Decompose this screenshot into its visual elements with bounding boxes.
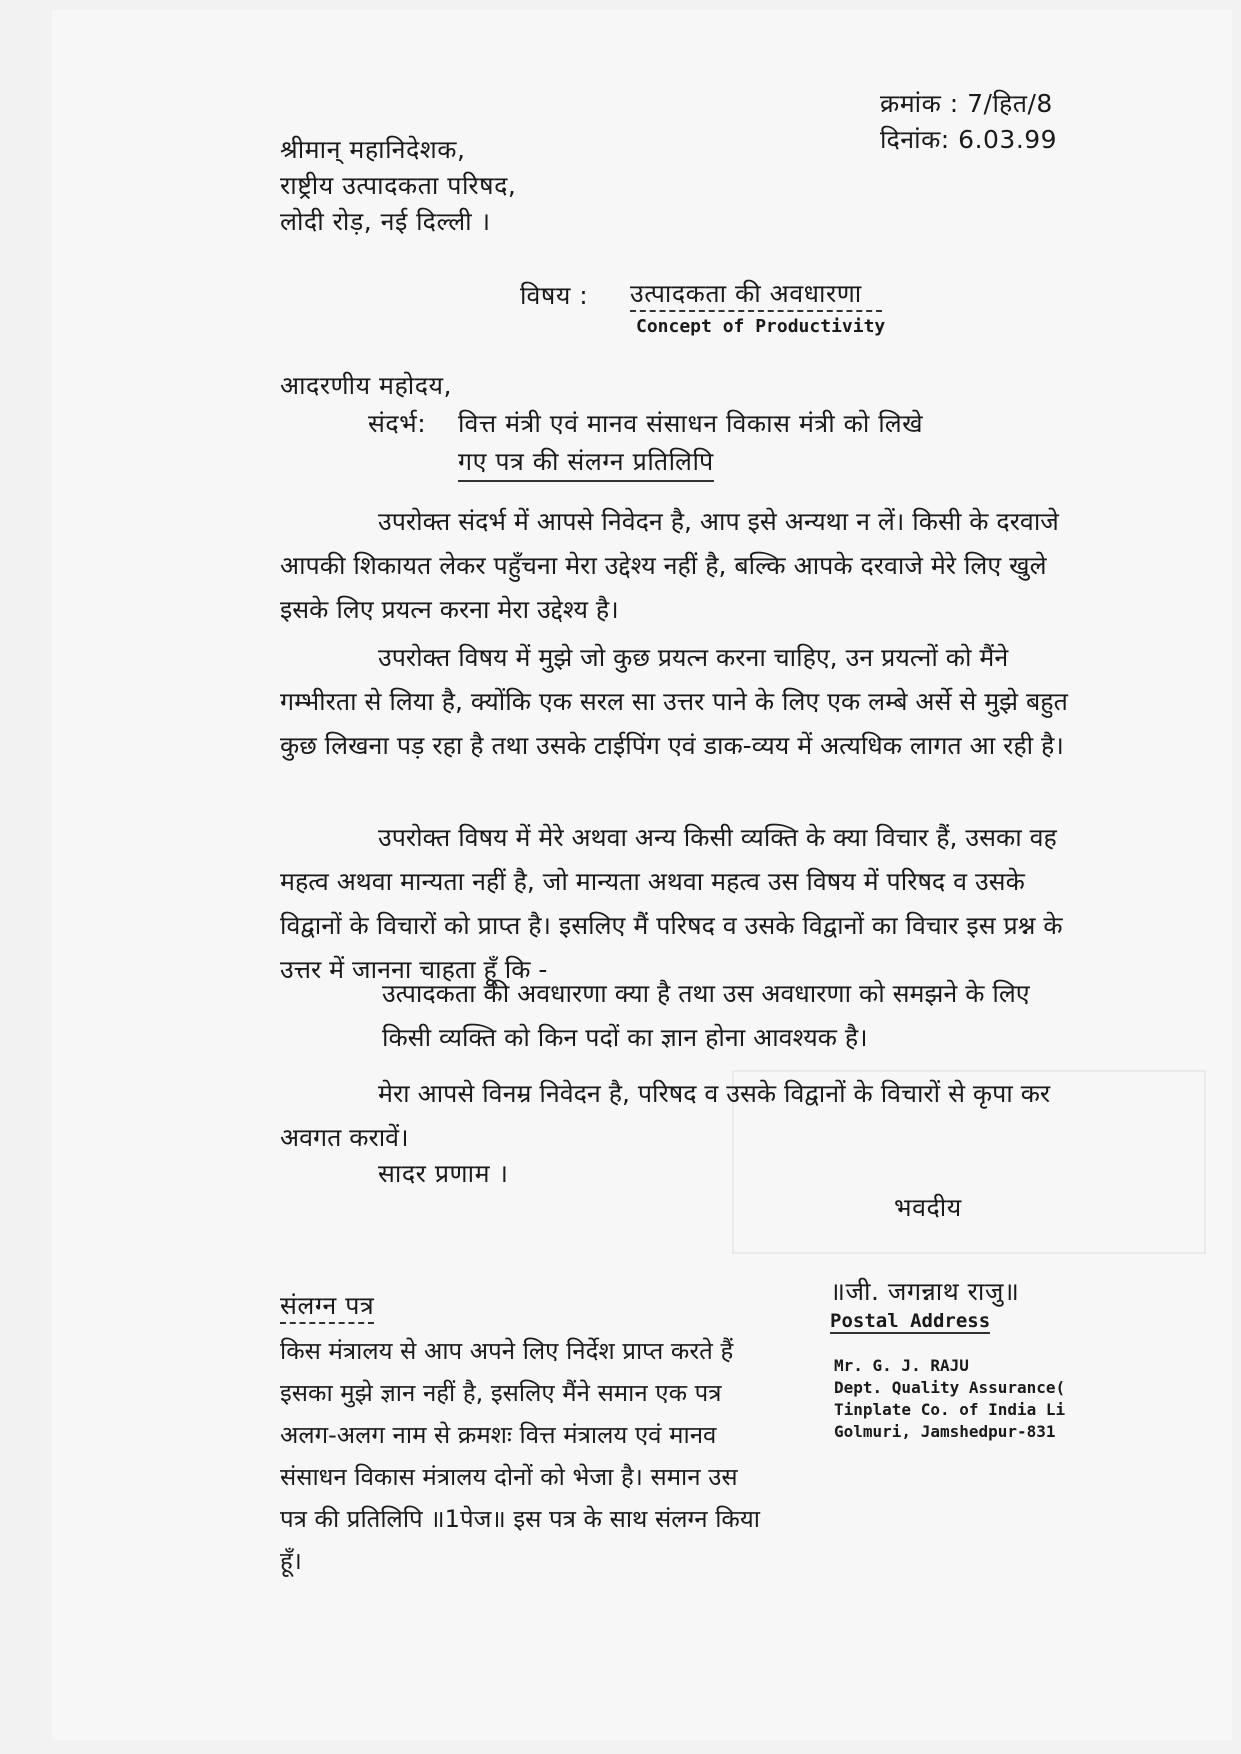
subject-label: विषय : — [520, 281, 589, 310]
letter-date: दिनांक: 6.03.99 — [880, 125, 1058, 154]
subject-hindi: उत्पादकता की अवधारणा — [630, 276, 882, 312]
addressee-line-1: श्रीमान् महानिदेशक, — [280, 135, 466, 164]
body-paragraph-1: उपरोक्त संदर्भ में आपसे निवेदन है, आप इसे अन्यथा न लें। किसी के दरवाजे आपकी शिकायत लेकर पहुँचना मेरा उद्देश्य नहीं है, बल्कि आपके दरवाजे मेरे लिए खुले इसके लिए प्रयत्न करना मेरा उद्देश्य है। — [280, 507, 1059, 624]
postal-address-heading: Postal Address — [830, 1310, 991, 1332]
signature-name: ॥जी. जगन्नाथ राजु॥ — [830, 1277, 1020, 1306]
postal-line-3: Tinplate Co. of India Li — [834, 1400, 1066, 1419]
subject-english: Concept of Productivity — [636, 316, 886, 337]
postal-line-1: Mr. G. J. RAJU — [834, 1356, 969, 1375]
closing: भवदीय — [894, 1193, 962, 1222]
salutation: आदरणीय महोदय, — [280, 371, 452, 400]
body-paragraph-3: उपरोक्त विषय में मेरे अथवा अन्य किसी व्यक्ति के क्या विचार हैं, उसका वह महत्व अथवा मान्यता नहीं है, जो मान्यता अथवा महत्व उस विषय में परिषद व उसके विद्वानों के विचारों को प्राप्त है। इसलिए मैं परिषद व उसके विद्वानों का विचार इस प्रश्न के उत्तर में जानना चाहता हूँ कि - — [280, 823, 1063, 984]
enclosure-text: किस मंत्रालय से आप अपने लिए निर्देश प्राप्त करते हैं इसका मुझे ज्ञान नहीं है, इसलिए मैंने समान एक पत्र अलग-अलग नाम से क्रमशः वित्त मंत्रालय एवं मानव संसाधन विकास मंत्रालय दोनों को भेजा है। समान उस पत्र की प्रतिलिपि ॥1पेज॥ इस पत्र के साथ संलग्न किया हूँ। — [280, 1337, 760, 1575]
regards: सादर प्रणाम । — [378, 1159, 509, 1188]
request-paragraph: मेरा आपसे विनम्र निवेदन है, परिषद व उसके विद्वानों के विचारों से कृपा कर अवगत करावें। — [280, 1079, 1051, 1152]
addressee-line-2: राष्ट्रीय उत्पादकता परिषद, — [280, 171, 517, 200]
postal-line-4: Golmuri, Jamshedpur-831 — [834, 1422, 1056, 1441]
postal-line-2: Dept. Quality Assurance( — [834, 1378, 1066, 1397]
enclosure-heading: संलग्न पत्र — [280, 1288, 374, 1324]
reference-line-2: गए पत्र की संलग्न प्रतिलिपि — [458, 444, 714, 482]
body-paragraph-2: उपरोक्त विषय में मुझे जो कुछ प्रयत्न करना चाहिए, उन प्रयत्नों को मैंने गम्भीरता से लिया है, क्योंकि एक सरल सा उत्तर पाने के लिए एक लम्बे अर्से से मुझे बहुत कुछ लिखना पड़ रहा है तथा उसके टाईपिंग एवं डाक-व्यय में अत्यधिक लागत आ रही है। — [280, 643, 1068, 760]
letter-sheet — [52, 10, 1232, 1740]
addressee-line-3: लोदी रोड़, नई दिल्ली । — [280, 207, 491, 236]
reference-label: संदर्भ: — [368, 409, 427, 438]
question-text: उत्पादकता की अवधारणा क्या है तथा उस अवधारणा को समझने के लिए किसी व्यक्ति को किन पदों का ज्ञान होना आवश्यक है। — [382, 979, 1030, 1052]
reference-line-1: वित्त मंत्री एवं मानव संसाधन विकास मंत्री को लिखे — [458, 409, 924, 438]
reference-number: क्रमांक : 7/हित/8 — [880, 89, 1053, 118]
